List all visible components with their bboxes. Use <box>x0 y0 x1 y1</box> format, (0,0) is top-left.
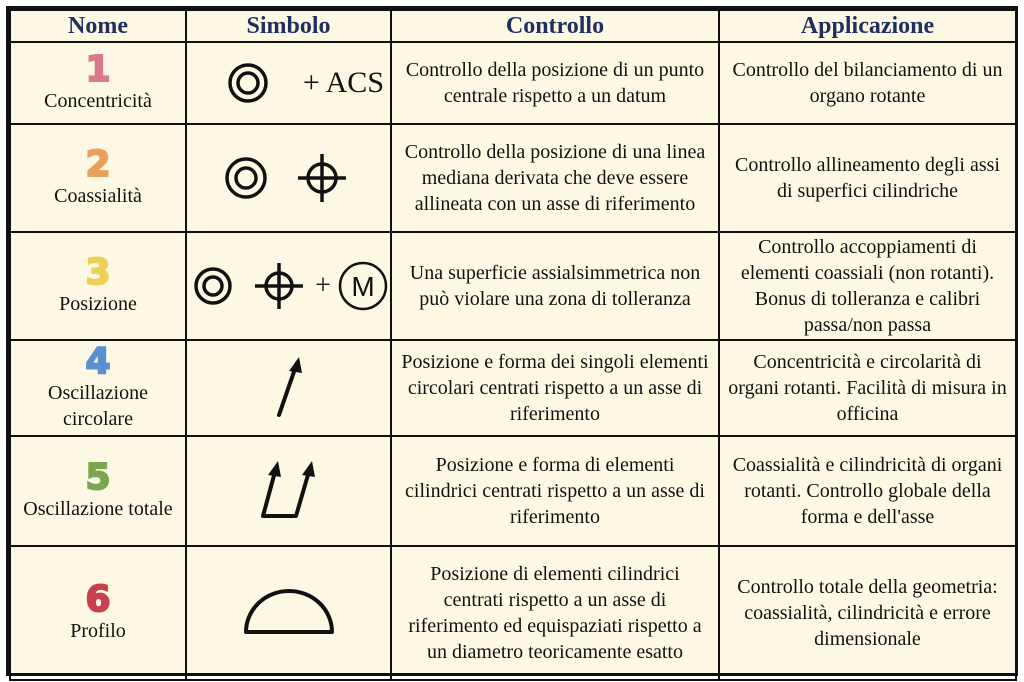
row-number: 1 <box>85 49 111 90</box>
symbol-cell <box>186 340 391 436</box>
symbol-cell <box>186 436 391 546</box>
coaxiality-icon <box>224 151 354 205</box>
table-row <box>10 42 1016 124</box>
row-name: Oscillazione circolare <box>48 382 148 430</box>
header-row <box>10 10 1016 42</box>
applicazione-cell: Controllo allineamento degli assi di superfici cilindriche <box>719 124 1016 232</box>
plus-sign: + <box>315 270 331 301</box>
name-cell <box>10 42 186 124</box>
header-nome: Nome <box>10 10 186 42</box>
symbol-extra-text: + ACS <box>302 66 384 99</box>
mmc-letter: M <box>351 271 375 302</box>
row-name: Concentricità <box>44 90 152 112</box>
name-cell <box>10 436 186 546</box>
applicazione-cell: Controllo accoppiamenti di elementi coassiali (non rotanti). Bonus di tolleranza e calibri passa/non passa <box>719 232 1016 340</box>
name-cell <box>10 232 186 340</box>
table-row <box>10 232 1016 340</box>
controllo-cell: Posizione e forma dei singoli elementi circolari centrati rispetto a un asse di riferimento <box>391 340 719 436</box>
table-row <box>10 124 1016 232</box>
table-row <box>10 546 1016 680</box>
applicazione-cell: Controllo del bilanciamento di un organo rotante <box>719 42 1016 124</box>
gdt-table <box>6 6 1018 676</box>
name-cell <box>10 124 186 232</box>
header-simbolo: Simbolo <box>186 10 391 42</box>
applicazione-cell: Coassialità e cilindricità di organi rotanti. Controllo globale della forma e dell'asse <box>719 436 1016 546</box>
row-name: Oscillazione totale <box>23 498 173 520</box>
row-name: Coassialità <box>54 185 142 207</box>
row-number: 6 <box>85 579 111 620</box>
header-applicazione: Applicazione <box>719 10 1016 42</box>
row-number: 5 <box>85 457 111 498</box>
row-number: 2 <box>85 144 111 185</box>
circular-runout-icon <box>269 355 309 421</box>
controllo-cell: Controllo della posizione di un punto centrale rispetto a un datum <box>391 42 719 124</box>
header-controllo: Controllo <box>391 10 719 42</box>
table-row <box>10 436 1016 546</box>
row-number: 4 <box>85 341 111 382</box>
row-name: Profilo <box>70 620 126 642</box>
symbol-cell <box>186 546 391 680</box>
controllo-cell: Posizione e forma di elementi cilindrici centrati rispetto a un asse di riferimento <box>391 436 719 546</box>
applicazione-cell: Controllo totale della geometria: coassialità, cilindricità e errore dimensionale <box>719 546 1016 680</box>
symbol-cell <box>186 42 391 124</box>
total-runout-icon <box>258 458 320 524</box>
controllo-cell: Controllo della posizione di una linea mediana derivata che deve essere allineata con un asse di riferimento <box>391 124 719 232</box>
concentricity-icon <box>226 61 270 105</box>
table-row <box>10 340 1016 436</box>
symbol-cell <box>186 232 391 340</box>
symbol-cell <box>186 124 391 232</box>
position-icon <box>193 258 389 314</box>
name-cell <box>10 340 186 436</box>
applicazione-cell: Concentricità e circolarità di organi rotanti. Facilità di misura in officina <box>719 340 1016 436</box>
tolerance-table <box>9 9 1017 681</box>
profile-surface-icon <box>241 588 337 638</box>
controllo-cell: Una superficie assialsimmetrica non può violare una zona di tolleranza <box>391 232 719 340</box>
name-cell <box>10 546 186 680</box>
controllo-cell: Posizione di elementi cilindrici centrati rispetto a un asse di riferimento ed equispaziati rispetto a un diametro teoricamente esatto <box>391 546 719 680</box>
row-number: 3 <box>85 252 111 293</box>
row-name: Posizione <box>59 293 137 315</box>
